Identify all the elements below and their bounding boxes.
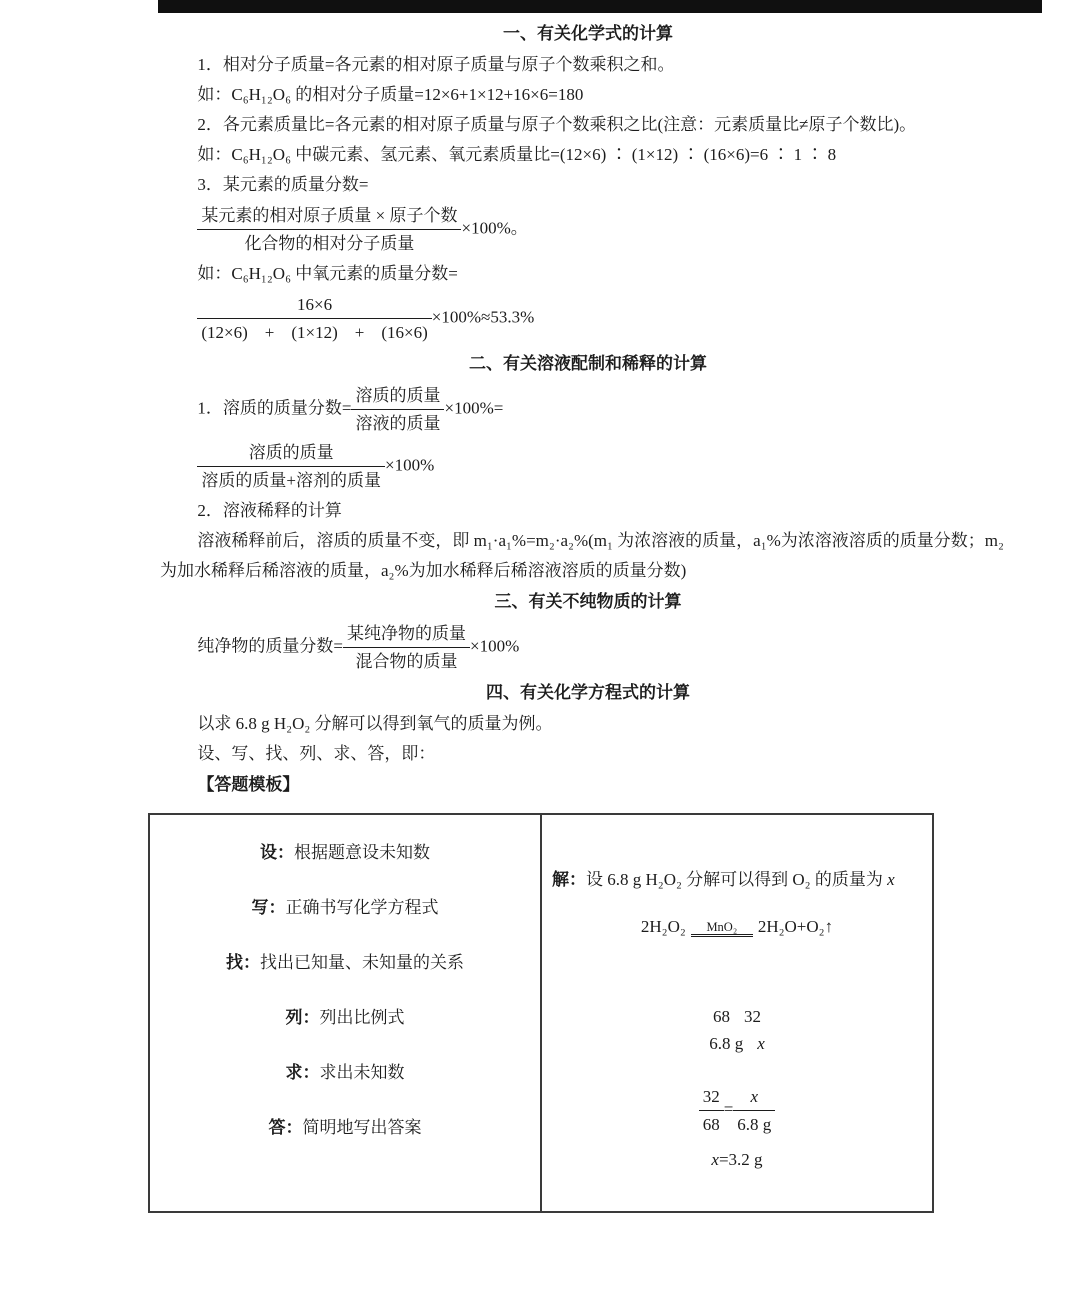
pure-substance-formula: 纯净物的质量分数= $\frac{\text{某纯净物的质量}}{\text{混合物的质量}}$ ×100% [160,620,1016,675]
section3-heading: 三、有关不纯物质的计算 [494,592,682,611]
page-top-edge [158,0,1042,13]
document-content [160,18,1016,1213]
oxygen-mass-fraction-example: 如：C₆H₁₂O₆ 中氧元素的质量分数= [197,264,458,283]
dilution-rule-title: 2．溶液稀释的计算 [197,501,342,520]
section2-heading: 二、有关溶液配制和稀释的计算 [469,354,707,373]
solute-mass-fraction-formula: 1．溶质的质量分数= $\frac{\text{溶质的质量}}{\text{溶液的质量}}$ ×100%= [160,382,1016,437]
element-mass-fraction-formula [160,202,1016,257]
relative-molecular-mass-rule: 1．相对分子质量=各元素的相对原子质量与原子个数乘积之和。 [197,55,675,74]
solute-fraction-1: $\frac{\text{溶质的质量}}{\text{溶液的质量}}$ [351,382,444,437]
step-lie: 列：列出比例式 [285,1008,405,1028]
solution-steps-list: 设、写、找、列、求、答，即： [197,744,436,763]
solute-fraction-2: $\frac{\text{溶质的质量}}{\text{溶质的质量+溶剂的质量}}$ [197,439,385,494]
pure-substance-fraction: $\frac{\text{某纯净物的质量}}{\text{混合物的质量}}$ [343,620,470,675]
template-steps-column [150,815,542,1211]
step-she: 设：根据题意设未知数 [260,842,430,862]
double-line [691,934,753,937]
dilution-rule-body: 溶液稀释前后，溶质的质量不变，即 m₁·a₁%=m₂·a₂%(m₁ 为浓溶液的质量，a₁%为浓溶液溶质的质量分数；m₂ 为加水稀释后稀溶液的质量，a₂%为加水稀释后稀溶液溶质的质量分数) [160,531,1004,580]
solve-statement: 解：设 6.8 g H₂O₂ 分解可以得到 O₂ 的质量为 x [552,870,895,889]
element-mass-fraction-rule: 3．某元素的质量分数= [197,175,369,194]
equation-example-intro: 以求 6.8 g H₂O₂ 分解可以得到氧气的质量为例。 [197,714,553,733]
proportion-right-fraction: $\frac{x}{6.8 g}$ [733,1083,775,1138]
oxygen-fraction: $\frac{16\times 6}{(12\times 6) + (1\times 12) + (16\times 6)}$ [197,291,431,346]
step-qiu: 求：求出未知数 [285,1063,405,1083]
step-zhao: 找：找出已知量、未知量的关系 [226,952,464,972]
given-mass-row: 6.8 g x [709,1034,765,1053]
element-mass-ratio-example: 如：C₆H₁₂O₆ 中碳元素、氢元素、氧元素质量比=(12×6) ∶ (1×12) ∶ (16×6)=6 ∶ 1 ∶ 8 [197,145,837,164]
molar-mass-row: 68 32 [713,1007,761,1026]
proportion-left-fraction: $\frac{32}{68}$ [699,1083,724,1138]
step-da: 答：简明地写出答案 [268,1118,422,1138]
solute-mass-fraction-expanded: $\frac{\text{溶质的质量}}{\text{溶质的质量+溶剂的质量}}$ ×100% [160,439,1016,494]
oxygen-mass-fraction-calculation [160,291,1016,346]
relative-molecular-mass-example: 如：C₆H₁₂O₆ 的相对分子质量=12×6+1×12+16×6=180 [197,85,584,104]
proportion-equation: $\frac{32}{68}$ = $\frac{x}{6.8 g}$ [552,1083,922,1138]
mass-fraction-fraction: $\frac{\text{某元素的相对原子质量 × 原子个数}}{\text{化合物的相对分子质量}}$ [197,202,461,257]
oxygen-fraction-suffix: ×100%≈53.3% [431,307,535,327]
final-answer: x=3.2 g [711,1150,763,1169]
answer-template-label: 【答题模板】 [197,775,300,794]
section4-heading: 四、有关化学方程式的计算 [486,683,690,702]
step-xie: 写：正确书写化学方程式 [251,897,439,917]
element-mass-ratio-rule: 2．各元素质量比=各元素的相对原子质量与原子个数乘积之比(注意：元素质量比≠原子个数比)。 [197,115,917,134]
section1-heading: 一、有关化学式的计算 [503,24,673,43]
chemical-equation: 2H₂O₂ MnO₂ 2H₂O+O₂↑ [640,917,834,936]
catalyst-equals: MnO₂ [691,920,753,937]
mass-fraction-suffix: ×100%。 [461,218,528,238]
worked-example-column [542,815,932,1211]
answer-template-table [148,813,934,1213]
